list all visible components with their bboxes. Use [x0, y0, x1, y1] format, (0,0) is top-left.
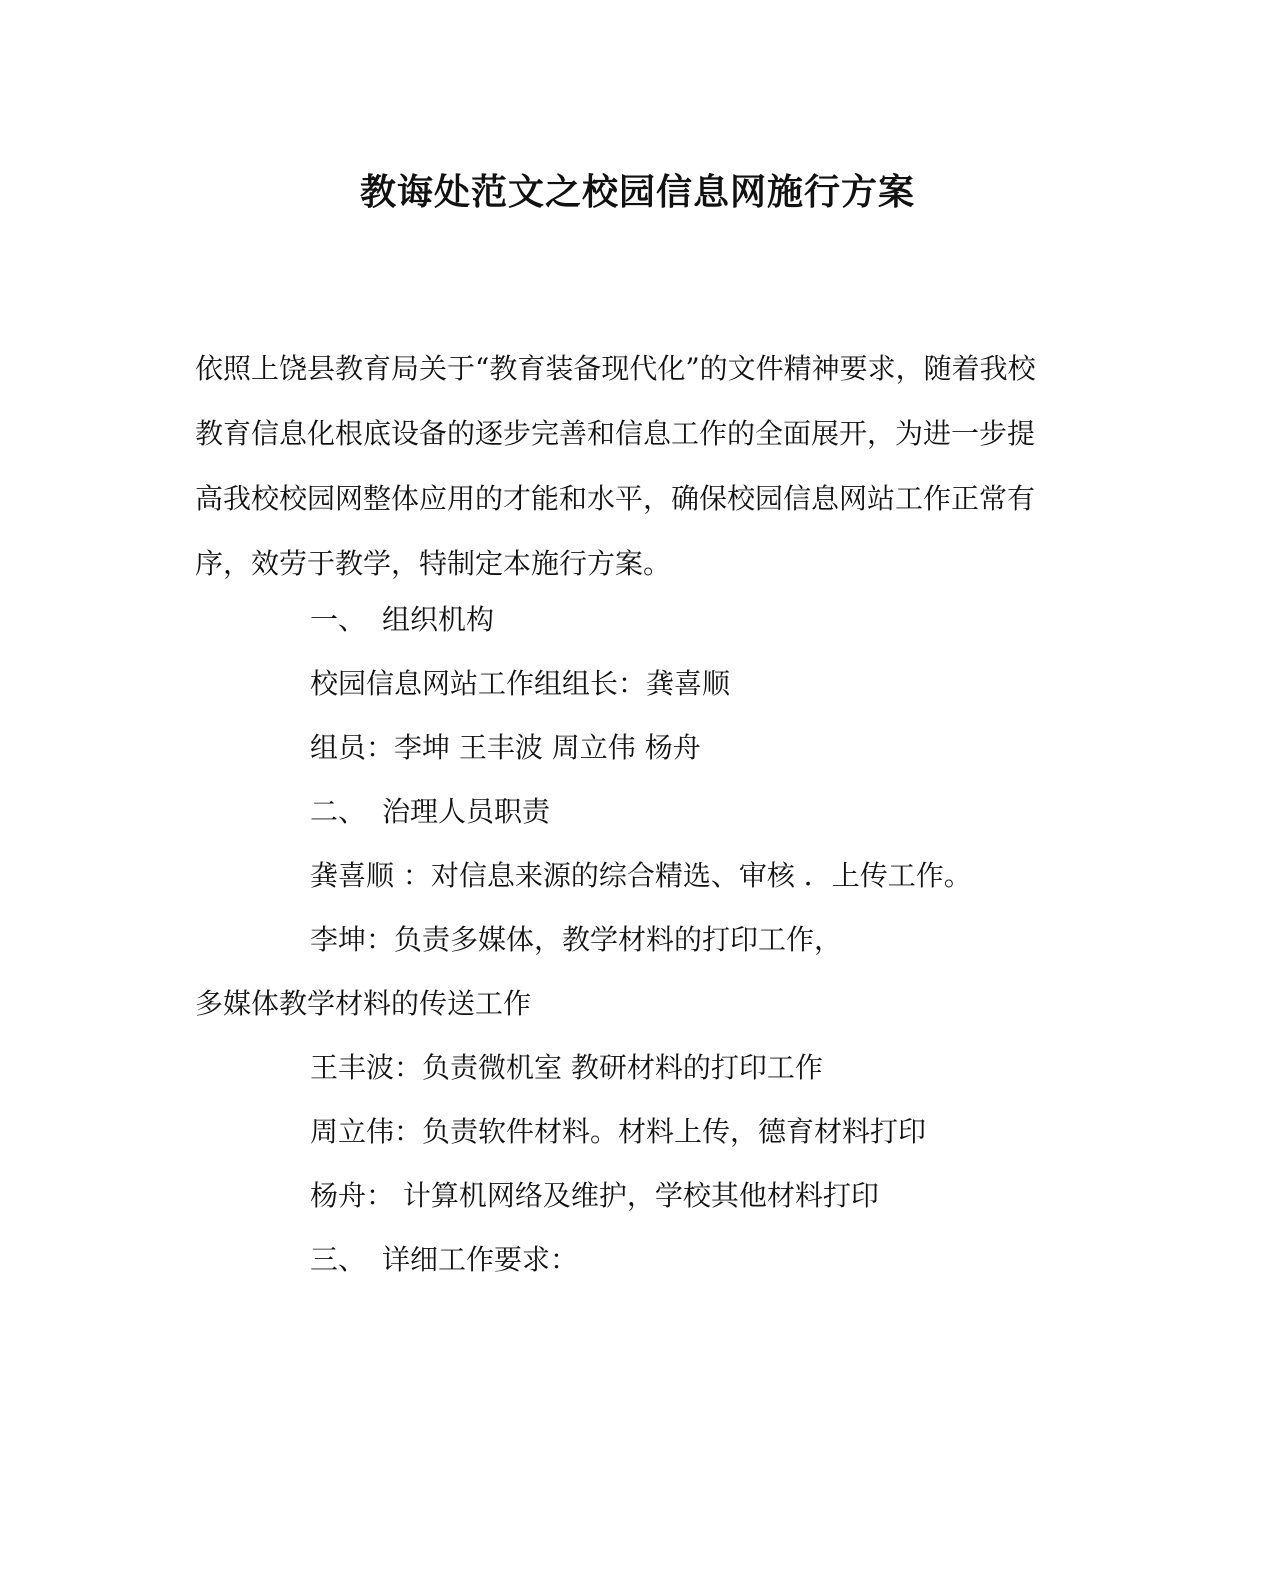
intro-line: 高我校校园网整体应用的才能和水平，确保校园信息网站工作正常有 [195, 482, 1036, 515]
section-1-heading [310, 600, 494, 640]
duty-line: 杨舟： 计算机网络及维护，学校其他材料打印 [310, 1179, 879, 1212]
intro-paragraph [195, 336, 1061, 596]
duty-line: 多媒体教学材料的传送工作 [195, 987, 532, 1020]
duty-line: 李坤：负责多媒体，教学材料的打印工作， [310, 923, 843, 956]
duty-line: 周立伟：负责软件材料。材料上传，德育材料打印 [310, 1115, 927, 1148]
section-heading-text: 详细工作要求： [382, 1243, 579, 1276]
section-2-heading [310, 792, 550, 832]
section-heading-text: 组织机构 [382, 603, 495, 636]
section-heading-text: 治理人员职责 [382, 795, 551, 828]
section-3-heading [310, 1240, 578, 1280]
document-title: 教诲处范文之校园信息网施行方案 [359, 171, 915, 213]
section-number: 二、 [310, 795, 367, 828]
section-number: 一、 [310, 603, 367, 636]
section-number: 三、 [310, 1243, 367, 1276]
members-line: 组员：李坤 王丰波 周立伟 杨舟 [310, 731, 701, 764]
intro-line: 序，效劳于教学，特制定本施行方案。 [195, 547, 672, 580]
intro-line: 教育信息化根底设备的逐步完善和信息工作的全面展开，为进一步提 [195, 417, 1036, 450]
duty-line: 龚喜顺 ：对信息来源的综合精选、审核 ．上传工作。 [310, 859, 972, 892]
duty-line: 王丰波：负责微机室 教研材料的打印工作 [310, 1051, 823, 1084]
leader-line: 校园信息网站工作组组长：龚喜顺 [310, 667, 731, 700]
intro-line: 依照上饶县教育局关于“教育装备现代化”的文件精神要求，随着我校 [195, 352, 1036, 385]
